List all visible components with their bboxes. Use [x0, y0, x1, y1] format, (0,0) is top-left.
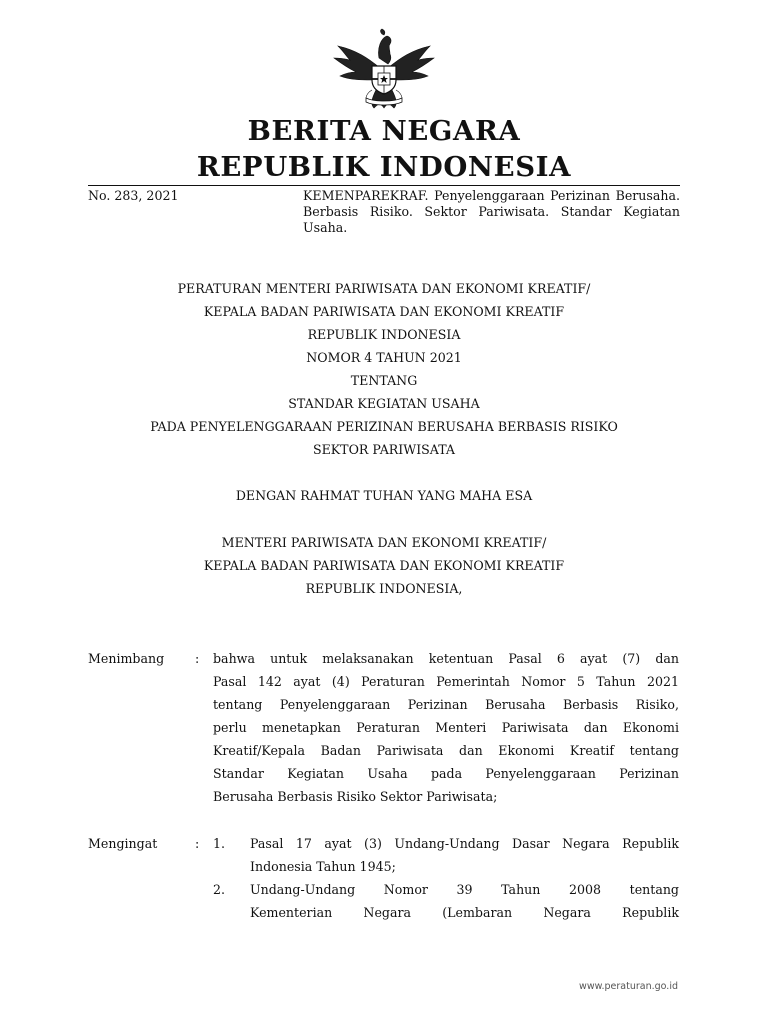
- menimbang-text-line: bahwa untuk melaksanakan ketentuan Pasal 6 ayat (7) dan: [213, 651, 679, 666]
- issuer-line: MENTERI PARIWISATA DAN EKONOMI KREATIF/: [221, 535, 547, 550]
- menimbang-label: Menimbang: [88, 651, 165, 666]
- menimbang-text-line: Standar Kegiatan Usaha pada Penyelenggaraan Perizinan: [213, 766, 679, 781]
- regulation-title-line: SEKTOR PARIWISATA: [312, 442, 456, 457]
- gazette-number: No. 283, 2021: [88, 188, 179, 203]
- mengingat-item-number: 2.: [213, 882, 226, 897]
- issuer-line: REPUBLIK INDONESIA,: [305, 581, 463, 596]
- gazette-country: REPUBLIK INDONESIA: [196, 151, 572, 183]
- issuer-line: KEPALA BADAN PARIWISATA DAN EKONOMI KREATIF: [203, 558, 565, 573]
- menimbang-text-line: Berusaha Berbasis Risiko Sektor Pariwisata;: [213, 789, 498, 804]
- mengingat-item-line: Pasal 17 ayat (3) Undang-Undang Dasar Negara Republik: [250, 836, 679, 851]
- mengingat-colon: :: [195, 836, 200, 851]
- regulation-title-line: PERATURAN MENTERI PARIWISATA DAN EKONOMI KREATIF/: [177, 281, 591, 296]
- garuda-emblem-icon: [332, 28, 436, 110]
- mengingat-label: Mengingat: [88, 836, 158, 851]
- gazette-title: BERITA NEGARA: [247, 115, 521, 147]
- menimbang-text-line: Kreatif/Kepala Badan Pariwisata dan Ekonomi Kreatif tentang: [213, 743, 679, 758]
- menimbang-text-line: tentang Penyelenggaraan Perizinan Berusaha Berbasis Risiko,: [213, 697, 679, 712]
- regulation-title-line: PADA PENYELENGGARAAN PERIZINAN BERUSAHA BERBASIS RISIKO: [150, 419, 618, 434]
- regulation-number: NOMOR 4 TAHUN 2021: [306, 350, 462, 365]
- menimbang-text-line: perlu menetapkan Peraturan Menteri Pariwisata dan Ekonomi: [213, 720, 679, 735]
- menimbang-text-line: Pasal 142 ayat (4) Peraturan Pemerintah Nomor 5 Tahun 2021: [213, 674, 679, 689]
- gazette-subject-line: KEMENPAREKRAF. Penyelenggaraan Perizinan: [303, 188, 616, 203]
- gazette-subject: [303, 188, 680, 236]
- invocation: DENGAN RAHMAT TUHAN YANG MAHA ESA: [235, 488, 533, 503]
- regulation-title-line: KEPALA BADAN PARIWISATA DAN EKONOMI KREATIF: [203, 304, 565, 319]
- gazette-subject-line: Berusaha. Berbasis Risiko. Sektor Pariwisata.: [303, 188, 680, 219]
- mengingat-item-line: Indonesia Tahun 1945;: [250, 859, 396, 874]
- header-divider: [88, 185, 680, 186]
- footer-url: www.peraturan.go.id: [579, 981, 678, 992]
- regulation-title-line: STANDAR KEGIATAN USAHA: [288, 396, 480, 411]
- gazette-subject-line: Standar Kegiatan Usaha.: [303, 204, 681, 235]
- regulation-title-line: TENTANG: [350, 373, 418, 388]
- menimbang-colon: :: [195, 651, 200, 666]
- regulation-title-line: REPUBLIK INDONESIA: [307, 327, 461, 342]
- mengingat-item-line: Kementerian Negara (Lembaran Negara Republik: [250, 905, 679, 920]
- mengingat-item-line: Undang-Undang Nomor 39 Tahun 2008 tentang: [250, 882, 679, 897]
- mengingat-item-number: 1.: [213, 836, 226, 851]
